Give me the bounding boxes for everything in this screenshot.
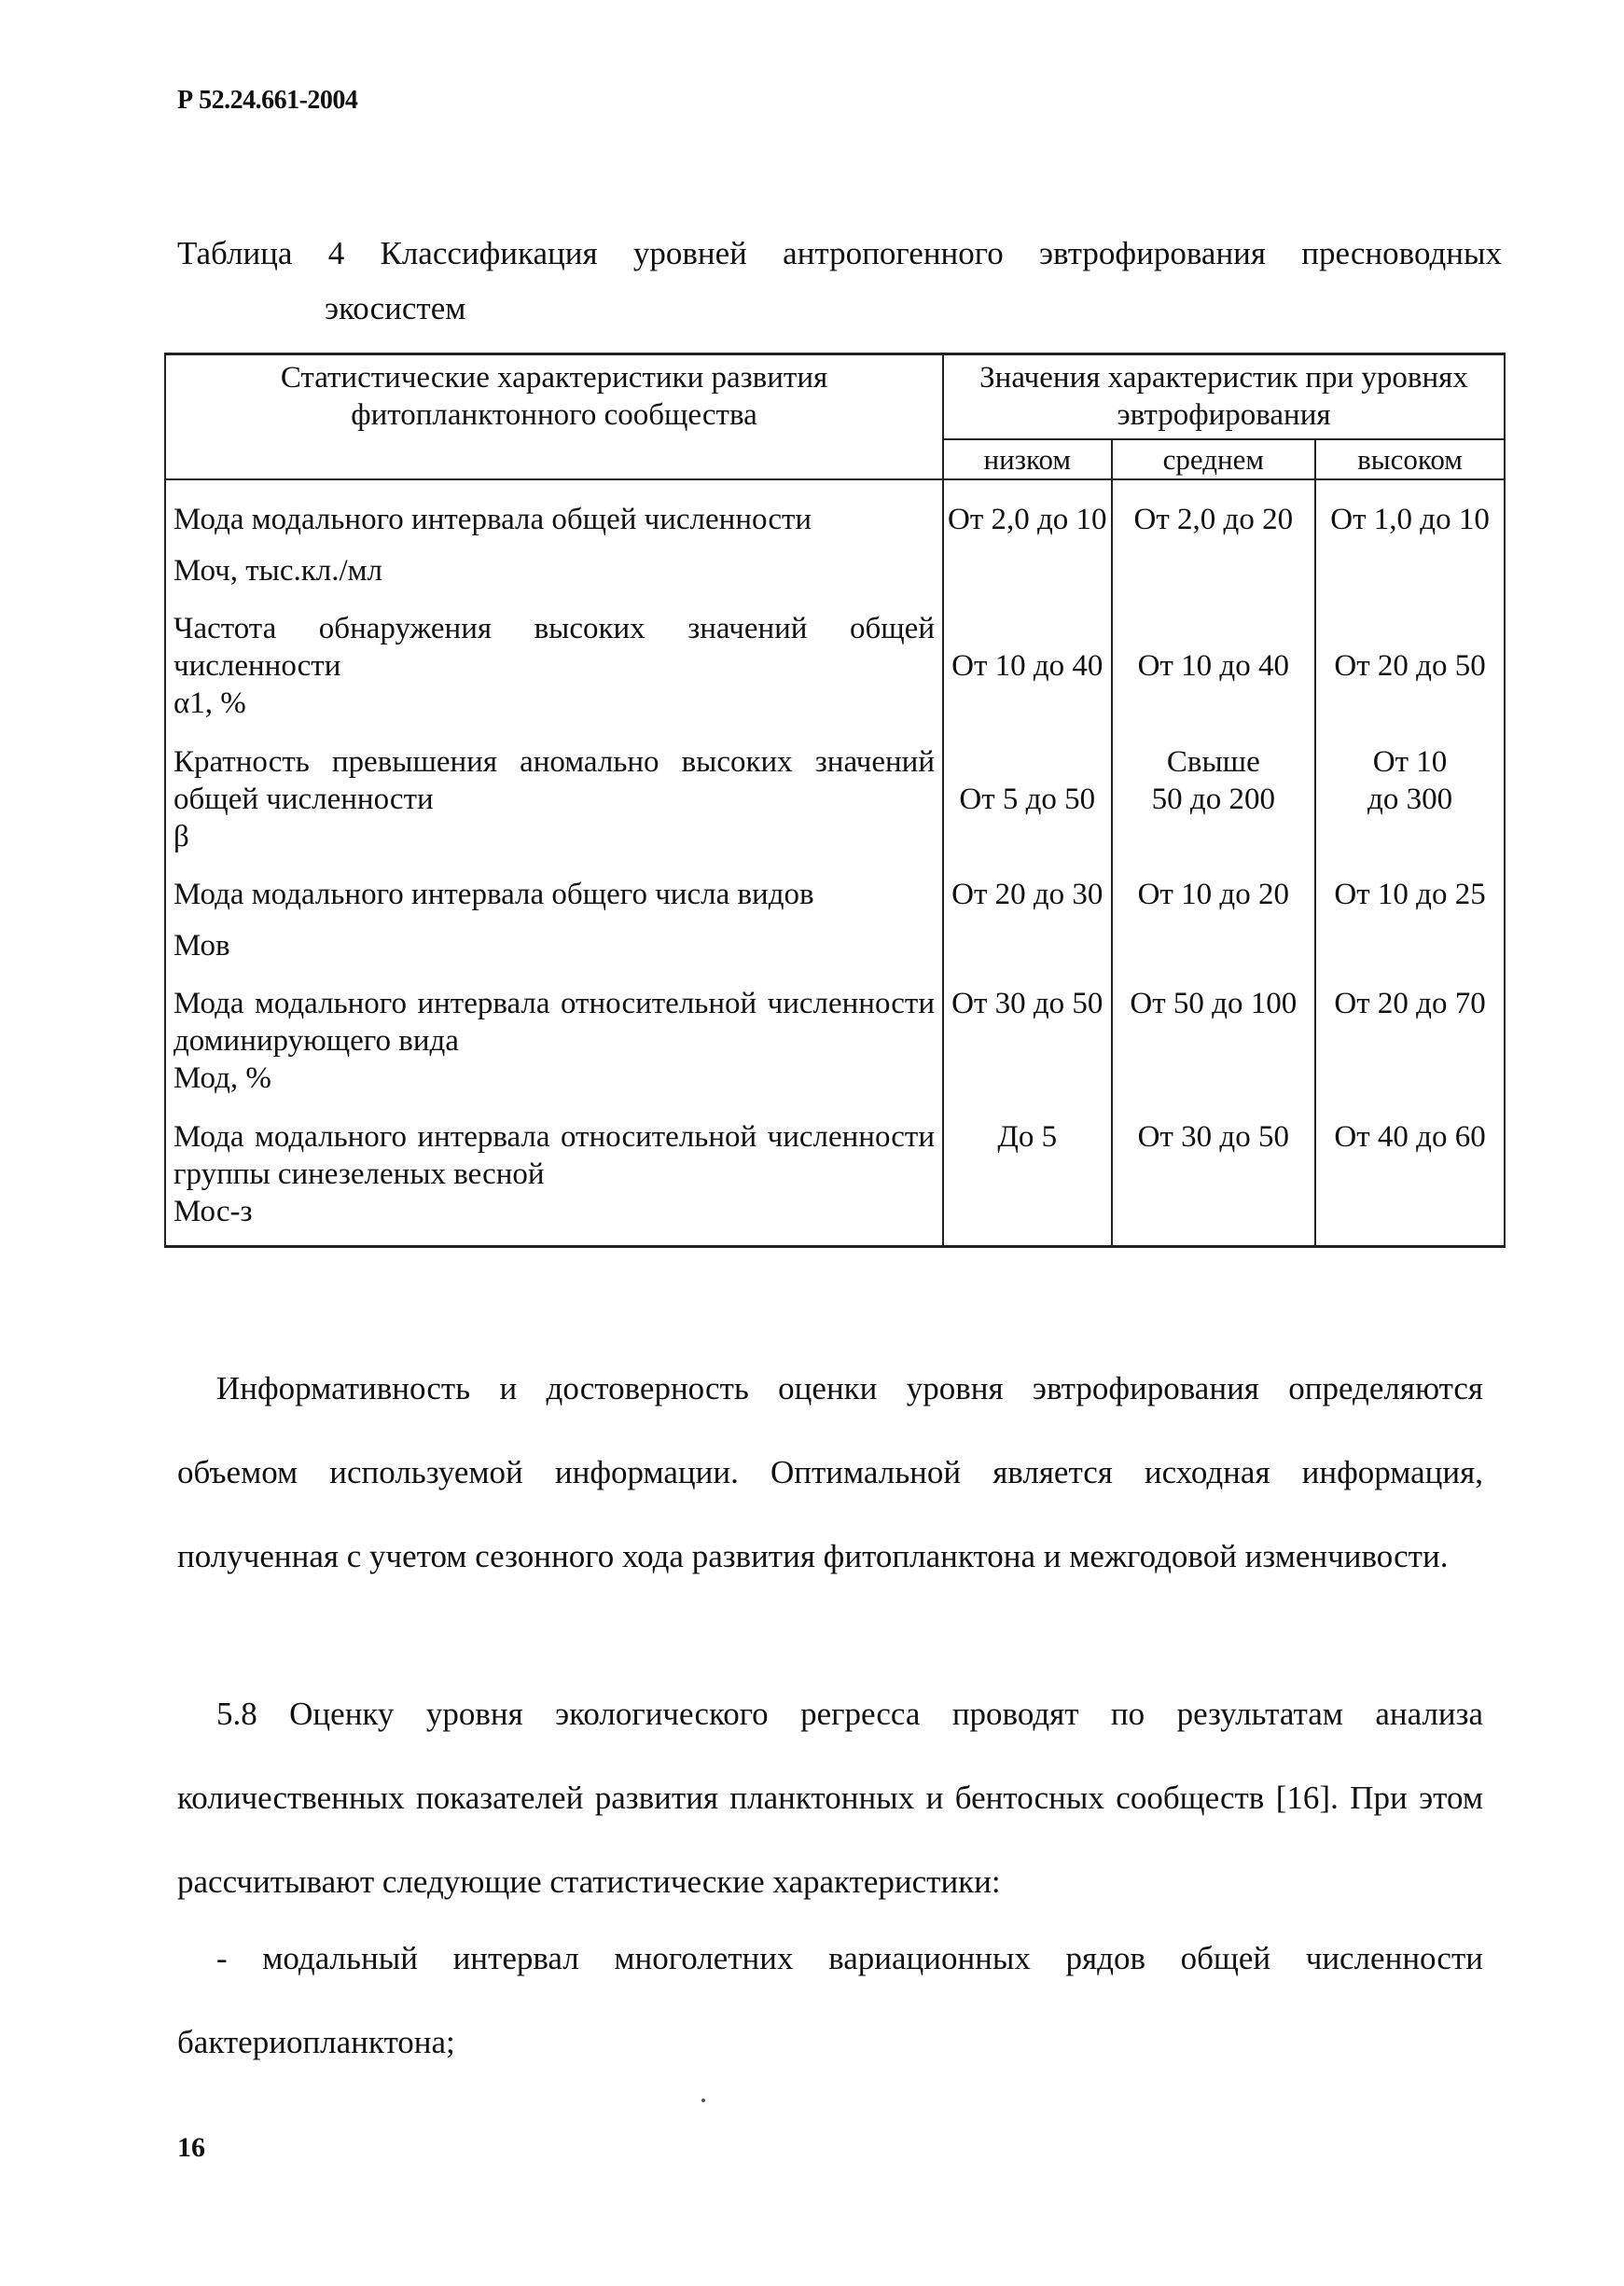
row-symbol: α1, % (174, 686, 246, 721)
row-name: Частота обнаружения высоких значений общей численности (174, 611, 935, 684)
row-symbol: Мод, % (174, 1061, 271, 1096)
value-high: От 10 до 300 (1315, 743, 1505, 856)
caption-word: уровней (632, 235, 747, 271)
row-name: Мода модального интервала общей численности (174, 503, 812, 537)
value-low: От 10 до 40 (943, 610, 1112, 723)
value-low: От 5 до 50 (943, 743, 1112, 856)
row-label (165, 501, 943, 589)
value-low: От 2,0 до 10 (943, 501, 1112, 589)
table-row (165, 1118, 1505, 1247)
header-level-high: высоком (1315, 439, 1505, 480)
paragraph-informativeness: Информативность и достоверность оценки уровня эвтрофирования определяются объемом используемой информации. Оптимальной является исходная информация, полученная с учетом сезонного хода развития фитопланктона и межгодовой изменчивости. (177, 1370, 1483, 1574)
row-label (165, 876, 943, 964)
paragraph-section-5-8: 5.8 Оценку уровня экологического регресса проводят по результатам анализа количественных показателей развития планктонных и бентосных сообществ [16]. При этом рассчитывают следующие статистические характеристики: (177, 1696, 1483, 1900)
document-code: Р 52.24.661-2004 (177, 86, 358, 115)
row-label (165, 610, 943, 723)
table-row (165, 743, 1505, 856)
value-high: От 20 до 50 (1315, 610, 1505, 723)
table-row (165, 876, 1505, 964)
page-number: 16 (177, 2132, 205, 2163)
row-name: Мода модального интервала общего числа видов (174, 878, 814, 912)
value-medium: От 30 до 50 (1112, 1118, 1316, 1247)
row-name: Мода модального интервала относительной численности группы синезеленых весной (174, 1119, 935, 1191)
caption-word: эвтрофирования (1039, 235, 1266, 271)
value-low: От 20 до 30 (943, 876, 1112, 964)
caption-word: 4 (327, 235, 345, 271)
header-level-medium: среднем (1112, 439, 1316, 480)
row-label (165, 1118, 943, 1247)
row-name: Кратность превышения аномально высоких значений общей численности (174, 744, 935, 816)
caption-word: пресноводных (1301, 235, 1502, 271)
header-stat: Статистические характеристики развития фитопланктонного сообщества (165, 354, 943, 480)
value-high: От 10 до 25 (1315, 876, 1505, 964)
row-symbol: Моч, тыс.кл./мл (174, 553, 383, 588)
value-high: От 1,0 до 10 (1315, 501, 1505, 589)
value-medium: От 2,0 до 20 (1112, 501, 1316, 589)
header-level-low: низком (943, 439, 1112, 480)
row-name: Мода модального интервала относительной численности доминирующего вида (174, 986, 935, 1059)
caption-word: Классификация (380, 235, 598, 271)
row-label (165, 743, 943, 856)
value-medium: От 10 до 20 (1112, 876, 1316, 964)
header-values: Значения характеристик при уровнях эвтрофирования (943, 354, 1505, 439)
value-medium: От 10 до 40 (1112, 610, 1316, 723)
paragraph-list-item: - модальный интервал многолетних вариационных рядов общей численности бактериопланктона; (177, 1940, 1483, 2060)
eutrophication-table (164, 353, 1506, 1248)
value-high: От 40 до 60 (1315, 1118, 1505, 1247)
row-symbol: Мов (174, 928, 230, 963)
row-symbol: Мос-з (174, 1195, 253, 1229)
value-high: От 20 до 70 (1315, 985, 1505, 1098)
scan-speck (701, 2099, 705, 2102)
table-row (165, 610, 1505, 723)
row-label (165, 985, 943, 1098)
row-symbol: β (174, 820, 189, 854)
table-caption-line1 (177, 237, 1502, 270)
table-caption-line2: экосистем (325, 290, 466, 326)
table-row (165, 985, 1505, 1098)
table-row (165, 501, 1505, 589)
caption-word: антропогенного (783, 235, 1004, 271)
value-low: От 30 до 50 (943, 985, 1112, 1098)
value-medium: Свыше 50 до 200 (1112, 743, 1316, 856)
value-medium: От 50 до 100 (1112, 985, 1316, 1098)
caption-word: Таблица (177, 235, 293, 271)
table-caption (177, 237, 1502, 325)
value-low: До 5 (943, 1118, 1112, 1247)
